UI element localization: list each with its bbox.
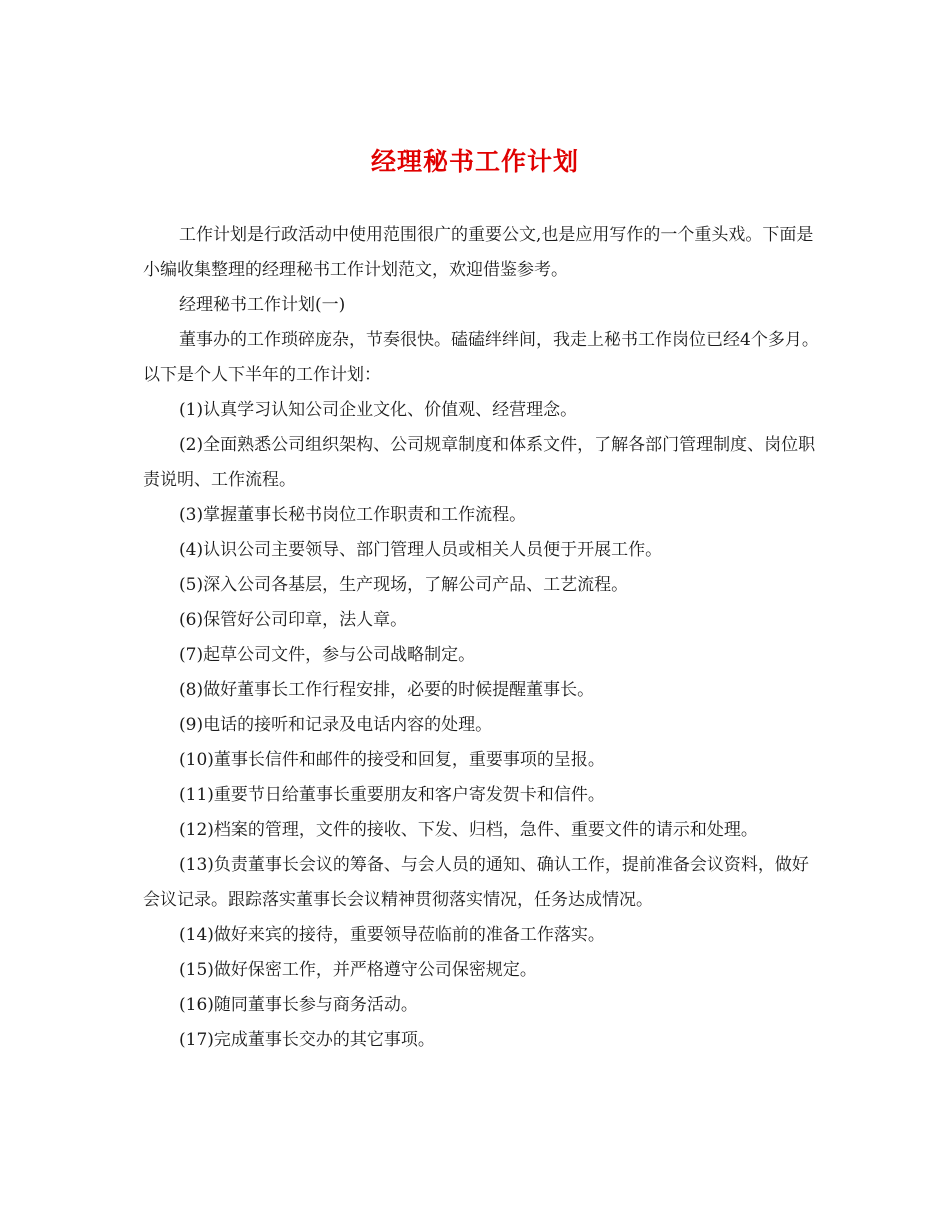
document-title: 经理秘书工作计划: [370, 147, 579, 176]
list-item: (11)重要节日给董事长重要朋友和客户寄发贺卡和信件。: [179, 785, 605, 805]
document-body: [143, 218, 819, 1058]
list-item: (3)掌握董事长秘书岗位工作职责和工作流程。: [179, 505, 527, 525]
section-heading: 经理秘书工作计划(一): [179, 295, 346, 315]
list-item: (5)深入公司各基层，生产现场，了解公司产品、工艺流程。: [179, 575, 629, 595]
list-item: (10)董事长信件和邮件的接受和回复，重要事项的呈报。: [179, 750, 605, 770]
list-item: (7)起草公司文件，参与公司战略制定。: [179, 645, 476, 665]
list-item: (9)电话的接听和记录及电话内容的处理。: [179, 715, 493, 735]
list-item: (14)做好来宾的接待，重要领导莅临前的准备工作落实。: [179, 925, 605, 945]
list-item: (15)做好保密工作，并严格遵守公司保密规定。: [179, 960, 537, 980]
list-item: (1)认真学习认知公司企业文化、价值观、经营理念。: [179, 400, 578, 420]
list-item: (12)档案的管理，文件的接收、下发、归档，急件、重要文件的请示和处理。: [179, 820, 758, 840]
list-item: (8)做好董事长工作行程安排，必要的时候提醒董事长。: [179, 680, 595, 700]
list-item: (2)全面熟悉公司组织架构、公司规章制度和体系文件，了解各部门管理制度、岗位职责说明、工作流程。: [143, 435, 816, 490]
list-item: (6)保管好公司印章，法人章。: [179, 610, 408, 630]
intro-paragraph: 工作计划是行政活动中使用范围很广的重要公文,也是应用写作的一个重头戏。下面是小编收集整理的经理秘书工作计划范文，欢迎借鉴参考。: [143, 225, 814, 280]
list-item: (17)完成董事长交办的其它事项。: [179, 1030, 435, 1050]
list-item: (4)认识公司主要领导、部门管理人员或相关人员便于开展工作。: [179, 540, 663, 560]
body-paragraph: 董事办的工作琐碎庞杂，节奏很快。磕磕绊绊间，我走上秘书工作岗位已经4个多月。以下是个人下半年的工作计划：: [143, 330, 819, 385]
list-item: (13)负责董事长会议的筹备、与会人员的通知、确认工作，提前准备会议资料，做好会议记录。跟踪落实董事长会议精神贯彻落实情况，任务达成情况。: [143, 855, 809, 910]
list-item: (16)随同董事长参与商务活动。: [179, 995, 418, 1015]
